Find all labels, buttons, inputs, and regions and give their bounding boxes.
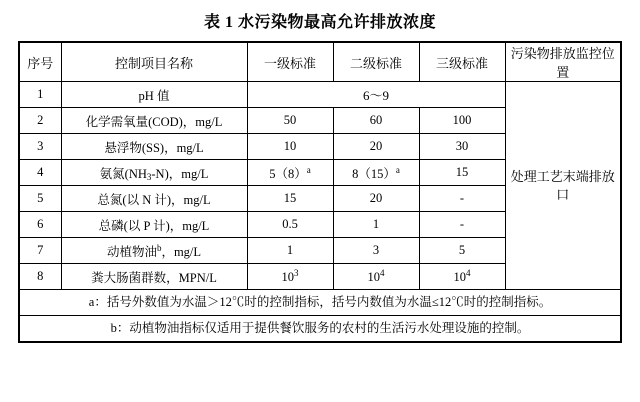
row-seq: 7 <box>19 238 61 264</box>
table-row <box>19 82 621 108</box>
row-level-3: 30 <box>419 134 505 160</box>
header-monitor-position: 污染物排放监控位置 <box>505 42 621 82</box>
footnote-a: a：括号外数值为水温＞12℃时的控制指标，括号内数值为水温≤12℃时的控制指标。 <box>19 290 621 316</box>
value-text: 10 <box>453 270 466 284</box>
value-text: 5（8） <box>269 166 307 181</box>
row-seq: 2 <box>19 108 61 134</box>
row-seq: 5 <box>19 186 61 212</box>
row-level-1 <box>247 160 333 186</box>
pollutant-limits-table <box>18 41 622 343</box>
row-seq: 8 <box>19 264 61 290</box>
row-item-name: pH 值 <box>61 82 247 108</box>
row-level-2 <box>333 264 419 290</box>
row-item-name: 总磷(以 P 计)，mg/L <box>61 212 247 238</box>
row-level-1: 1 <box>247 238 333 264</box>
header-level-1: 一级标准 <box>247 42 333 82</box>
row-seq: 3 <box>19 134 61 160</box>
name-suffix: ，mg/L <box>161 244 202 259</box>
row-item-name: 悬浮物(SS)，mg/L <box>61 134 247 160</box>
row-item-name: 化学需氧量(COD)，mg/L <box>61 108 247 134</box>
row-level-2 <box>333 160 419 186</box>
value-exponent: 3 <box>294 268 299 278</box>
row-level-2: 60 <box>333 108 419 134</box>
table-header-row <box>19 42 621 82</box>
table-note-row <box>19 290 621 316</box>
name-suffix: -N)，mg/L <box>151 166 209 181</box>
value-text: 8（15） <box>352 166 396 181</box>
row-level-3: 100 <box>419 108 505 134</box>
row-seq: 4 <box>19 160 61 186</box>
row-item-name: 粪大肠菌群数，MPN/L <box>61 264 247 290</box>
monitor-position-cell: 处理工艺末端排放口 <box>505 82 621 290</box>
header-seq: 序号 <box>19 42 61 82</box>
row-level-3: 5 <box>419 238 505 264</box>
value-exponent: 4 <box>466 268 471 278</box>
row-level-2: 3 <box>333 238 419 264</box>
row-seq: 1 <box>19 82 61 108</box>
name-prefix: 动植物油 <box>106 244 157 259</box>
value-text: 10 <box>281 270 294 284</box>
row-level-1: 0.5 <box>247 212 333 238</box>
value-text: 10 <box>367 270 380 284</box>
footnote-marker: a <box>395 164 400 175</box>
footnote-marker: b <box>156 242 162 253</box>
row-level-3: - <box>419 186 505 212</box>
row-level-3 <box>419 264 505 290</box>
footnote-b: b：动植物油指标仅适用于提供餐饮服务的农村的生活污水处理设施的控制。 <box>19 316 621 343</box>
value-exponent: 4 <box>380 268 385 278</box>
row-level-2: 20 <box>333 134 419 160</box>
row-level-2: 1 <box>333 212 419 238</box>
row-level-1 <box>247 264 333 290</box>
table-title: 表 1 水污染物最高允许排放浓度 <box>203 14 436 31</box>
table-note-row <box>19 316 621 343</box>
header-level-2: 二级标准 <box>333 42 419 82</box>
row-item-name: 总氮(以 N 计)，mg/L <box>61 186 247 212</box>
row-level-3: 15 <box>419 160 505 186</box>
row-seq: 6 <box>19 212 61 238</box>
row-level-1: 15 <box>247 186 333 212</box>
row-merged-value: 6～9 <box>247 82 505 108</box>
name-prefix: 氨氮(NH <box>99 166 147 181</box>
name-subscript: 3 <box>146 171 152 182</box>
table-container <box>0 41 640 343</box>
row-level-1: 50 <box>247 108 333 134</box>
row-item-name <box>61 160 247 186</box>
header-level-3: 三级标准 <box>419 42 505 82</box>
row-item-name <box>61 238 247 264</box>
header-item-name: 控制项目名称 <box>61 42 247 82</box>
row-level-1: 10 <box>247 134 333 160</box>
row-level-2: 20 <box>333 186 419 212</box>
row-level-3: - <box>419 212 505 238</box>
footnote-marker: a <box>306 164 311 175</box>
